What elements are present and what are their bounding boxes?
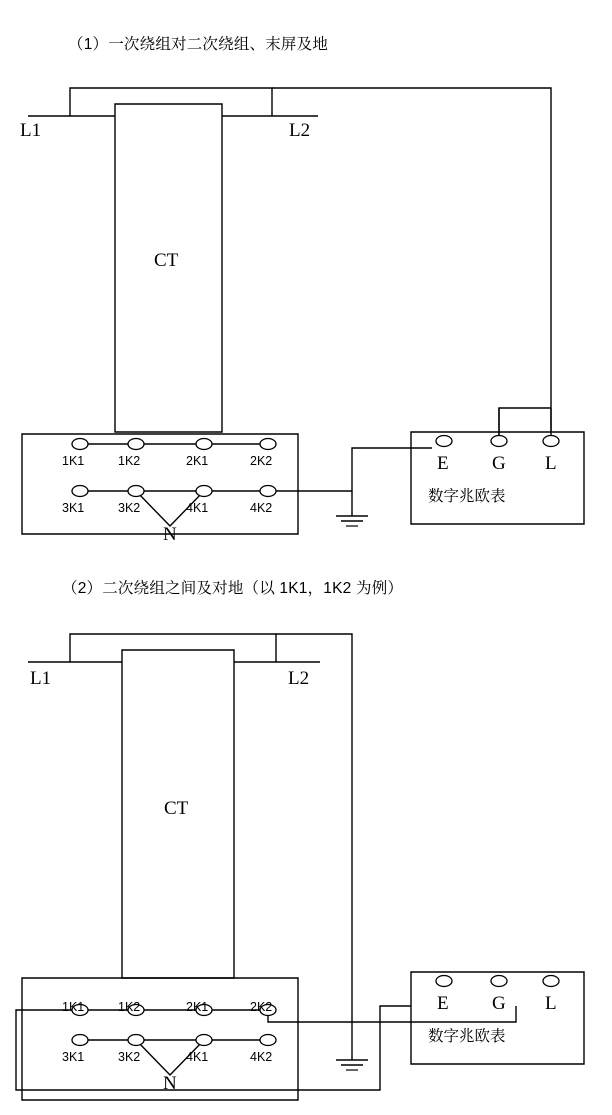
label-4K1-2: 4K1 bbox=[186, 1050, 209, 1064]
label-G-1: G bbox=[492, 453, 506, 474]
label-L-1: L bbox=[545, 453, 557, 474]
label-4K2-1: 4K2 bbox=[250, 501, 273, 515]
terminal-to-meterE-1 bbox=[268, 448, 432, 491]
primary-loop-2 bbox=[70, 634, 276, 662]
terminal-box-1 bbox=[22, 434, 298, 534]
terminal-1K2 bbox=[128, 439, 144, 450]
label-N-1: N bbox=[163, 524, 177, 545]
terminal-4K2-2 bbox=[260, 1035, 276, 1046]
meter-terminal-E-2 bbox=[436, 976, 452, 987]
terminal-1K1 bbox=[72, 439, 88, 450]
label-3K1-1: 3K1 bbox=[62, 501, 85, 515]
terminal-4K1 bbox=[196, 486, 212, 497]
label-3K1-2: 3K1 bbox=[62, 1050, 85, 1064]
meter-jumper-1 bbox=[499, 408, 551, 441]
label-3K2-2: 3K2 bbox=[118, 1050, 141, 1064]
meter-terminal-L-2 bbox=[543, 976, 559, 987]
label-1K2-1: 1K2 bbox=[118, 454, 141, 468]
label-4K1-1: 4K1 bbox=[186, 501, 209, 515]
figure-2-caption: （2）二次绕组之间及对地（以 1K1，1K2 为例） bbox=[62, 580, 404, 597]
label-N-2: N bbox=[163, 1073, 177, 1094]
primary-loop-1 bbox=[70, 88, 272, 116]
terminal-box-2 bbox=[22, 978, 298, 1100]
meter-terminal-G-2 bbox=[491, 976, 507, 987]
label-2K2-1: 2K2 bbox=[250, 454, 273, 468]
label-2K1-1: 2K1 bbox=[186, 454, 209, 468]
meter-terminal-L-1 bbox=[543, 436, 559, 447]
label-L2-2: L2 bbox=[288, 668, 310, 689]
terminal-3K1-2 bbox=[72, 1035, 88, 1046]
label-2K2-2: 2K2 bbox=[250, 1000, 273, 1014]
terminal-4K2 bbox=[260, 486, 276, 497]
terminal-2K1 bbox=[196, 439, 212, 450]
label-4K2-2: 4K2 bbox=[250, 1050, 273, 1064]
label-meter-name-2: 数字兆欧表 bbox=[428, 1028, 506, 1045]
terminal-2K2 bbox=[260, 439, 276, 450]
terminal-3K2 bbox=[128, 486, 144, 497]
figure-1-caption: （1）一次绕组对二次绕组、末屏及地 bbox=[68, 36, 329, 53]
label-1K1-2: 1K1 bbox=[62, 1000, 85, 1014]
label-L1-2: L1 bbox=[30, 668, 52, 689]
label-G-2: G bbox=[492, 993, 506, 1014]
k2-to-meterL-2 bbox=[268, 1006, 516, 1022]
terminal-4K1-2 bbox=[196, 1035, 212, 1046]
label-meter-name-1: 数字兆欧表 bbox=[428, 488, 506, 505]
label-L-2: L bbox=[545, 993, 557, 1014]
meter-terminal-E-1 bbox=[436, 436, 452, 447]
label-L1-1: L1 bbox=[20, 120, 42, 141]
label-1K2-2: 1K2 bbox=[118, 1000, 141, 1014]
label-3K2-1: 3K2 bbox=[118, 501, 141, 515]
terminal-3K2-2 bbox=[128, 1035, 144, 1046]
terminal-3K1 bbox=[72, 486, 88, 497]
label-1K1-1: 1K1 bbox=[62, 454, 85, 468]
label-CT-2: CT bbox=[164, 798, 189, 819]
meter-terminal-G-1 bbox=[491, 436, 507, 447]
primary-to-meter-L-1 bbox=[272, 88, 551, 432]
label-2K1-2: 2K1 bbox=[186, 1000, 209, 1014]
primary-down-2 bbox=[276, 634, 352, 1060]
label-L2-1: L2 bbox=[289, 120, 311, 141]
label-E-2: E bbox=[437, 993, 449, 1014]
label-E-1: E bbox=[437, 453, 449, 474]
label-CT-1: CT bbox=[154, 250, 179, 271]
